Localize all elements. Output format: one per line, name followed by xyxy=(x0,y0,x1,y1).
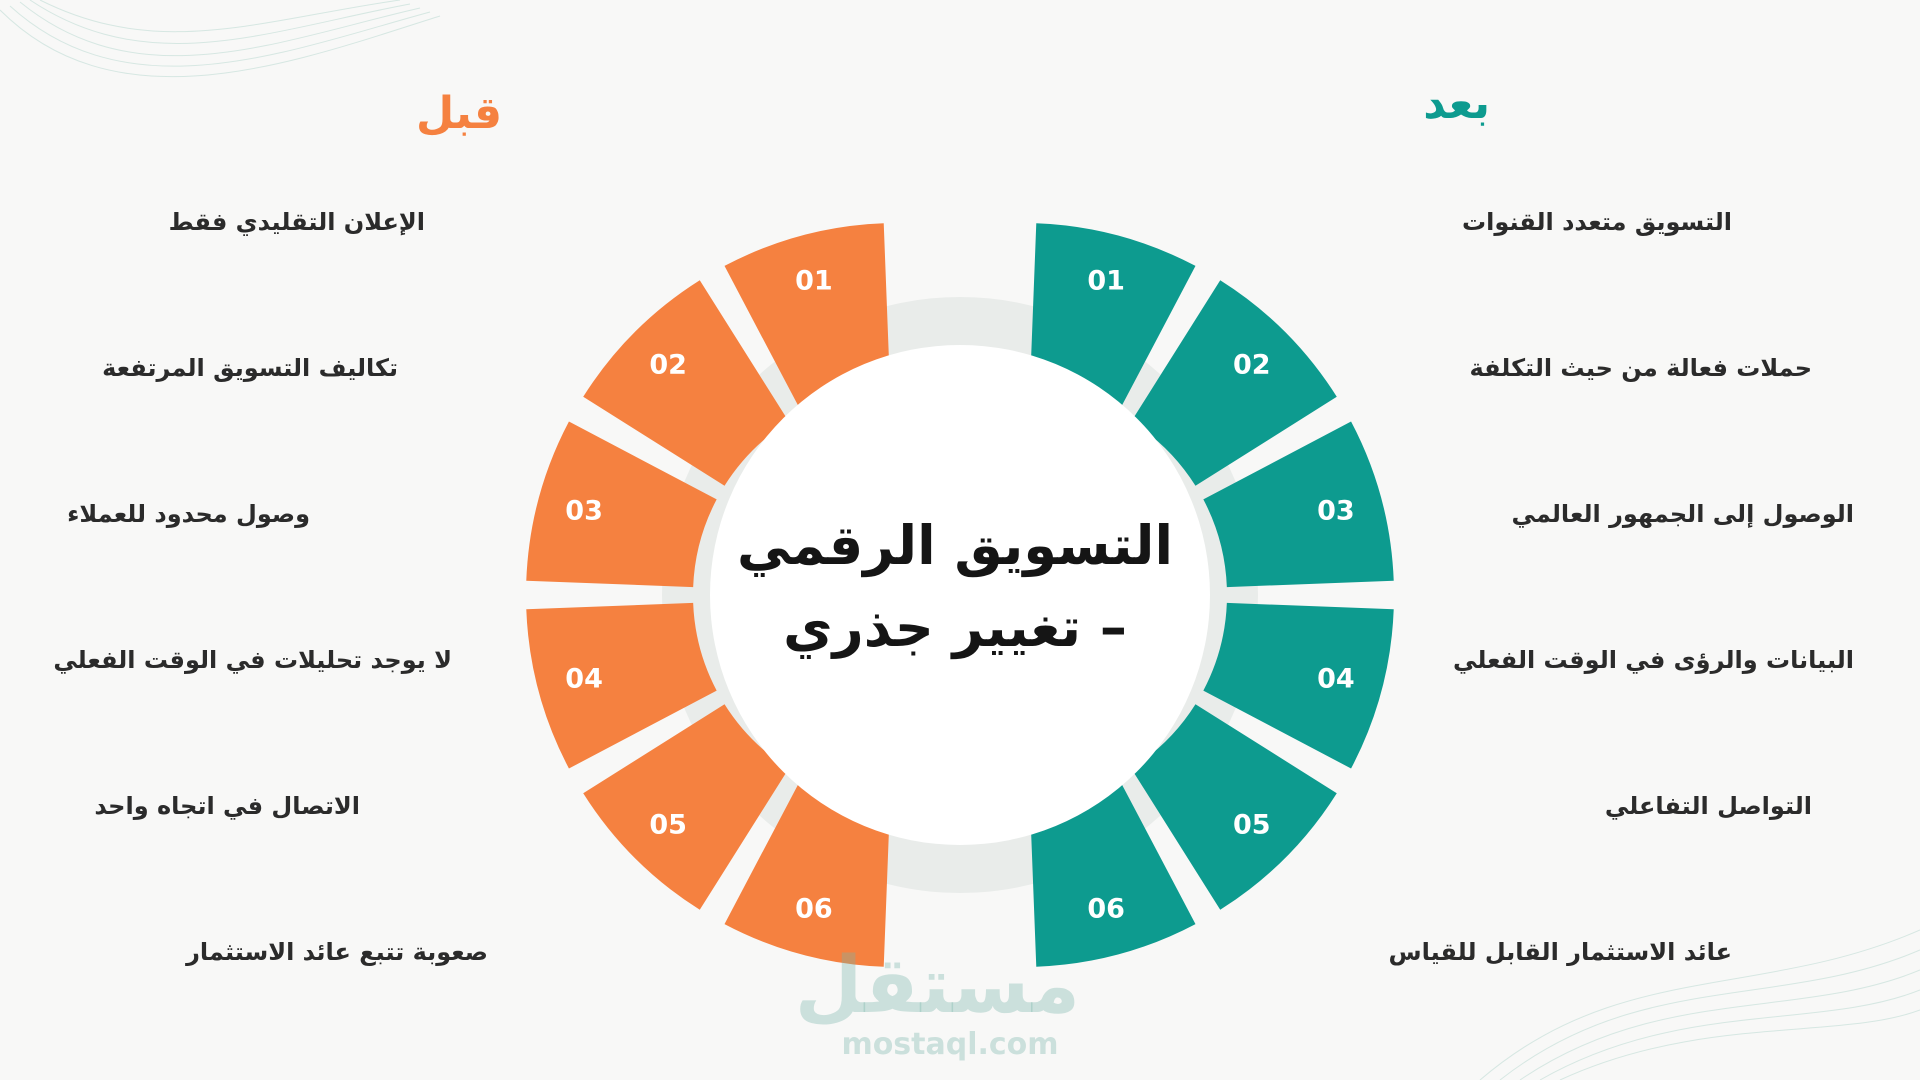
center-title xyxy=(705,505,1205,669)
before-segment-number-5: 05 xyxy=(649,809,687,841)
after-item-4: البيانات والرؤى في الوقت الفعلي xyxy=(1453,646,1854,674)
before-item-2: تكاليف التسويق المرتفعة xyxy=(102,354,398,382)
after-segment-number-3: 03 xyxy=(1317,495,1355,527)
center-title-line-1: التسويق الرقمي xyxy=(737,514,1173,577)
before-segment-number-2: 02 xyxy=(649,349,687,381)
before-item-3: وصول محدود للعملاء xyxy=(67,500,310,528)
after-segment-number-4: 04 xyxy=(1317,663,1355,695)
center-title-line-2: – تغيير جذري xyxy=(783,596,1127,659)
before-segment-number-6: 06 xyxy=(795,893,833,925)
after-item-1: التسويق متعدد القنوات xyxy=(1462,208,1732,236)
after-segment-number-6: 06 xyxy=(1087,893,1125,925)
before-item-5: الاتصال في اتجاه واحد xyxy=(94,792,360,820)
after-item-6: عائد الاستثمار القابل للقياس xyxy=(1388,938,1732,966)
after-item-5: التواصل التفاعلي xyxy=(1604,792,1812,820)
after-segment-number-2: 02 xyxy=(1233,349,1271,381)
after-item-2: حملات فعالة من حيث التكلفة xyxy=(1469,354,1812,382)
watermark-arabic: مستقل xyxy=(794,941,1080,1031)
before-segment-number-1: 01 xyxy=(795,265,833,297)
before-segment-number-3: 03 xyxy=(565,495,603,527)
before-item-6: صعوبة تتبع عائد الاستثمار xyxy=(186,938,488,966)
after-segment-number-1: 01 xyxy=(1087,265,1125,297)
after-title: بعد xyxy=(1423,78,1490,129)
before-segment-number-4: 04 xyxy=(565,663,603,695)
before-item-1: الإعلان التقليدي فقط xyxy=(168,208,425,236)
before-item-4: لا يوجد تحليلات في الوقت الفعلي xyxy=(53,646,452,674)
before-title: قبل xyxy=(415,88,502,139)
watermark xyxy=(794,941,1080,1062)
after-segment-number-5: 05 xyxy=(1233,809,1271,841)
watermark-latin: mostaql.com xyxy=(841,1027,1059,1062)
after-item-3: الوصول إلى الجمهور العالمي xyxy=(1511,500,1854,528)
